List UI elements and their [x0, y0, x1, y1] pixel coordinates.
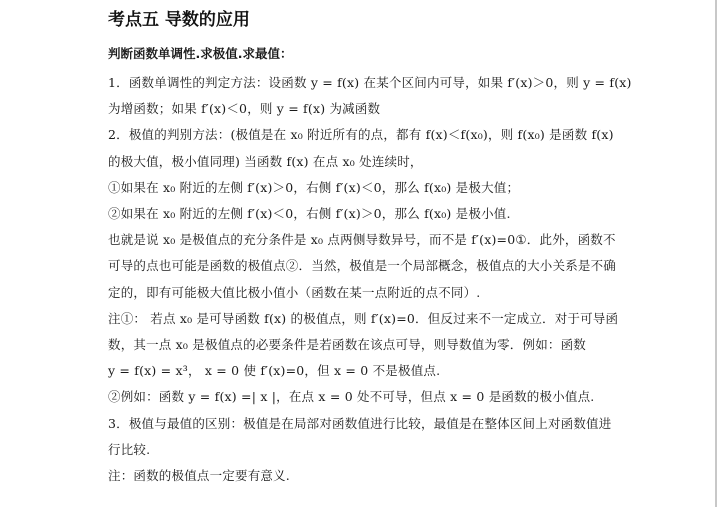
section-title: 考点五 导数的应用: [108, 10, 250, 30]
paragraph-line: 2．极值的判别方法：(极值是在 x₀ 附近所有的点，都有 f(x)＜f(x₀)，则 f(x₀) 是函数 f(x): [108, 127, 614, 143]
paragraph-line: ②例如：函数 y = f(x) =| x |，在点 x = 0 处不可导，但点 x = 0 是函数的极小值点.: [108, 389, 595, 405]
paragraph-line: 3．极值与最值的区别：极值是在局部对函数值进行比较，最值是在整体区间上对函数值进: [108, 415, 612, 431]
paragraph-line: 可导的点也可能是函数的极值点②．当然，极值是一个局部概念，极值点的大小关系是不确: [108, 258, 617, 274]
paragraph-line: ②如果在 x₀ 附近的左侧 f′(x)＜0，右侧 f′(x)＞0，那么 f(x₀) 是极小值.: [108, 206, 511, 222]
paragraph-line: 定的，即有可能极大值比极小值小（函数在某一点附近的点不同）.: [108, 284, 481, 300]
paragraph-line: y = f(x) = x³， x = 0 使 f′(x)=0，但 x = 0 不是极值点.: [108, 363, 441, 379]
paragraph-line: 1．函数单调性的判定方法：设函数 y = f(x) 在某个区间内可导，如果 f′(x)＞0，则 y = f(x): [108, 75, 632, 90]
paragraph-line: 注：函数的极值点一定要有意义.: [108, 468, 290, 484]
paragraph-line: 为增函数；如果 f′(x)＜0，则 y = f(x) 为减函数: [108, 101, 381, 117]
paragraph-line: 行比较.: [108, 441, 151, 457]
paragraph-line: 的极大值，极小值同理) 当函数 f(x) 在点 x₀ 处连续时，: [108, 153, 423, 169]
paragraph-line: 也就是说 x₀ 是极值点的充分条件是 x₀ 点两侧导数异号，而不是 f′(x)=0①．此外，函数不: [108, 232, 616, 248]
paragraph-line: 注①： 若点 x₀ 是可导函数 f(x) 的极值点，则 f′(x)=0．但反过来不一定成立．对于可导函: [108, 310, 619, 326]
paragraph-line: ①如果在 x₀ 附近的左侧 f′(x)＞0，右侧 f′(x)＜0，那么 f(x₀) 是极大值；: [108, 179, 520, 195]
paragraph-line: 数，其一点 x₀ 是极值点的必要条件是若函数在该点可导，则导数值为零．例如：函数: [108, 337, 587, 353]
section-subheading: 判断函数单调性.求极值.求最值：: [108, 46, 293, 61]
